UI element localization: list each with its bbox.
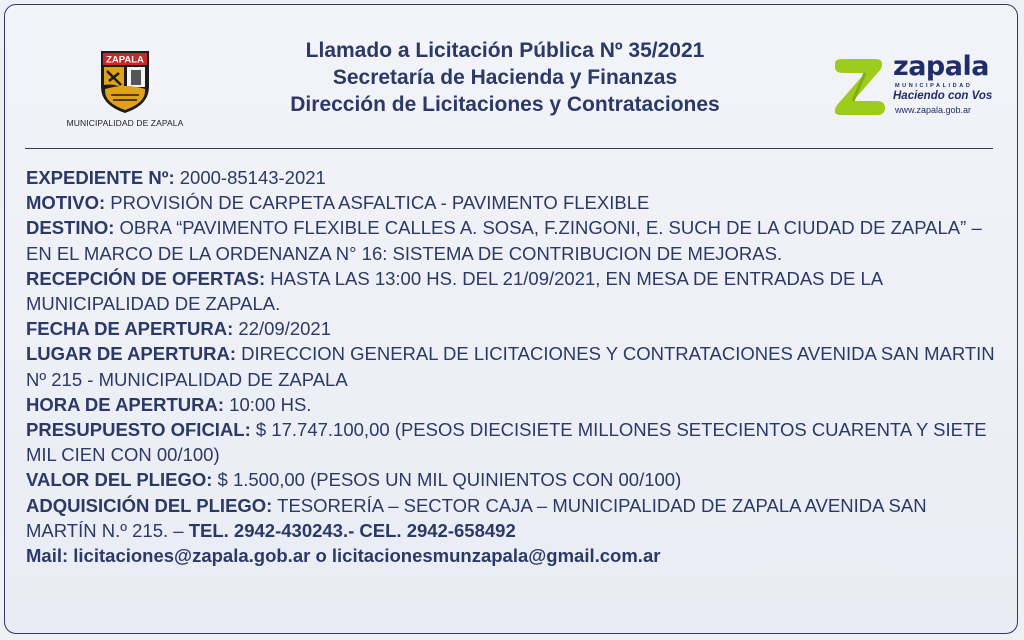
title-tender: Llamado a Licitación Pública Nº 35/2021 [305, 39, 705, 62]
presupuesto-row [26, 417, 1001, 467]
adquisicion-label: ADQUISICIÓN DEL PLIEGO: [26, 494, 273, 516]
hora-value: 10:00 HS. [224, 393, 312, 415]
crest-label: ZAPALA [106, 54, 144, 66]
zapala-z-icon [829, 57, 889, 117]
lugar-value: DIRECCION GENERAL DE LICITACIONES Y CONTRATACIONES AVENIDA SAN MARTIN Nº 215 - MUNICIPALIDAD DE ZAPALA [26, 343, 995, 390]
coat-of-arms-icon [97, 49, 153, 115]
destino-value: OBRA “PAVIMENTO FLEXIBLE CALLES A. SOSA, F.ZINGONI, E. SUCH DE LA CIUDAD DE ZAPALA” – EN EL MARCO DE LA ORDENANZA N° 16: SISTEMA DE CONTRIBUCION DE MEJORAS. [26, 217, 982, 264]
motivo-value: PROVISIÓN DE CARPETA ASFALTICA - PAVIMENTO FLEXIBLE [105, 192, 650, 214]
lugar-row [26, 341, 1001, 391]
presupuesto-value: $ 17.747.100,00 (PESOS DIECISIETE MILLONES SETECIENTOS CUARENTA Y SIETE MIL CIEN CON 00/100) [26, 419, 987, 466]
lugar-label: LUGAR DE APERTURA: [26, 343, 237, 365]
recepcion-row [26, 266, 1001, 316]
valor-value: $ 1.500,00 (PESOS UN MIL QUINIENTOS CON 00/100) [212, 469, 682, 491]
valor-label: VALOR DEL PLIEGO: [26, 469, 213, 491]
fecha-label: FECHA DE APERTURA: [26, 318, 234, 340]
presupuesto-label: PRESUPUESTO OFICIAL: [26, 419, 251, 441]
expediente-value: 2000-85143-2021 [174, 167, 326, 188]
brand-website[interactable]: www.zapala.gob.ar [895, 105, 972, 115]
recepcion-label: RECEPCIÓN DE OFERTAS: [26, 267, 266, 289]
title-secretariat: Secretaría de Hacienda y Finanzas [332, 66, 678, 89]
expediente-row [26, 165, 1001, 190]
hora-label: HORA DE APERTURA: [26, 393, 225, 415]
fecha-row [26, 316, 1001, 341]
municipal-crest [65, 49, 185, 133]
mail-contacts[interactable]: Mail: licitaciones@zapala.gob.ar o licitacionesmunzapala@gmail.com.ar [26, 545, 661, 567]
contact-phones: TEL. 2942-430243.- CEL. 2942-658492 [188, 519, 516, 541]
brand-slogan: Haciendo con Vos [893, 90, 993, 102]
motivo-label: MOTIVO: [26, 192, 106, 214]
motivo-row [26, 190, 1001, 215]
recepcion-value: HASTA LAS 13:00 HS. DEL 21/09/2021, EN MESA DE ENTRADAS DE LA MUNICIPALIDAD DE ZAPALA. [26, 267, 883, 315]
brand-name: zapala [893, 51, 989, 82]
adquisicion-row [26, 493, 1001, 543]
fecha-value: 22/09/2021 [233, 318, 332, 340]
brand-logo [825, 51, 1005, 119]
valor-row [26, 467, 1001, 492]
title-block [235, 37, 775, 118]
expediente-label: EXPEDIENTE Nº: [26, 167, 175, 188]
crest-caption: MUNICIPALIDAD DE ZAPALA [66, 118, 184, 128]
destino-row [26, 215, 1001, 265]
notice-body [26, 165, 1001, 568]
hora-row [26, 392, 1001, 417]
mail-row [26, 543, 1001, 568]
header [5, 5, 1019, 145]
notice-card [4, 4, 1018, 634]
brand-subtitle: MUNICIPALIDAD [895, 83, 973, 89]
title-directorate: Dirección de Licitaciones y Contrataciones [290, 93, 720, 116]
header-divider [25, 148, 993, 149]
adquisicion-value: TESORERÍA – SECTOR CAJA – MUNICIPALIDAD DE ZAPALA AVENIDA SAN MARTÍN N.º 215. – [26, 494, 927, 541]
destino-label: DESTINO: [26, 217, 115, 239]
